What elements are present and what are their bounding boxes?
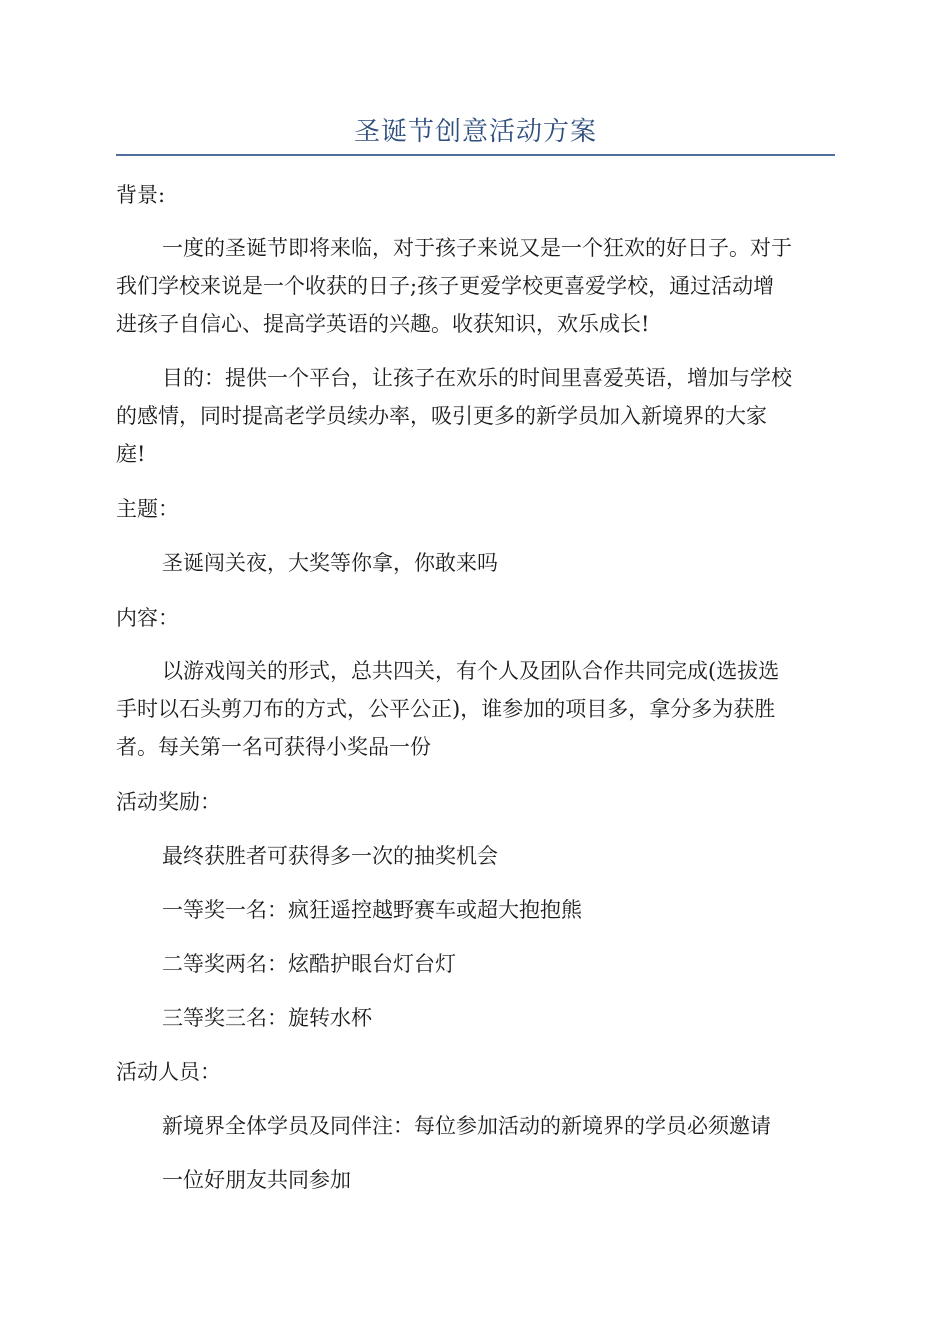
- purpose-line-1: 目的：提供一个平台，让孩子在欢乐的时间里喜爱英语，增加与学校: [162, 366, 792, 390]
- background-line-3: 进孩子自信心、提高学英语的兴趣。收获知识，欢乐成长!: [116, 312, 650, 336]
- content-heading: 内容：: [116, 606, 179, 630]
- background-line-1: 一度的圣诞节即将来临，对于孩子来说又是一个狂欢的好日子。对于: [162, 236, 792, 260]
- purpose-line-3: 庭!: [116, 442, 146, 466]
- staff-heading: 活动人员：: [116, 1060, 221, 1084]
- reward-item: 一等奖一名：疯狂遥控越野赛车或超大抱抱熊: [162, 898, 582, 922]
- document-title: 圣诞节创意活动方案: [353, 117, 597, 147]
- content-line-3: 者。每关第一名可获得小奖品一份: [116, 735, 431, 759]
- reward-item: 二等奖两名：炫酷护眼台灯台灯: [162, 952, 456, 976]
- staff-line-1: 新境界全体学员及同伴注：每位参加活动的新境界的学员必须邀请: [162, 1114, 771, 1138]
- title-underline: [116, 154, 835, 156]
- content-line-2: 手时以石头剪刀布的方式，公平公正)，谁参加的项目多，拿分多为获胜: [116, 697, 776, 721]
- content-line-1: 以游戏闯关的形式，总共四关，有个人及团队合作共同完成(选拔选: [162, 659, 780, 683]
- reward-item: 最终获胜者可获得多一次的抽奖机会: [162, 844, 498, 868]
- theme-heading: 主题：: [116, 497, 179, 521]
- background-heading: 背景:: [116, 183, 166, 207]
- rewards-heading: 活动奖励：: [116, 790, 221, 814]
- staff-line-2: 一位好朋友共同参加: [162, 1168, 351, 1192]
- reward-item: 三等奖三名：旋转水杯: [162, 1006, 372, 1030]
- background-line-2: 我们学校来说是一个收获的日子;孩子更爱学校更喜爱学校，通过活动增: [116, 274, 775, 298]
- theme-text: 圣诞闯关夜，大奖等你拿，你敢来吗: [162, 551, 498, 575]
- purpose-line-2: 的感情，同时提高老学员续办率，吸引更多的新学员加入新境界的大家: [116, 404, 767, 428]
